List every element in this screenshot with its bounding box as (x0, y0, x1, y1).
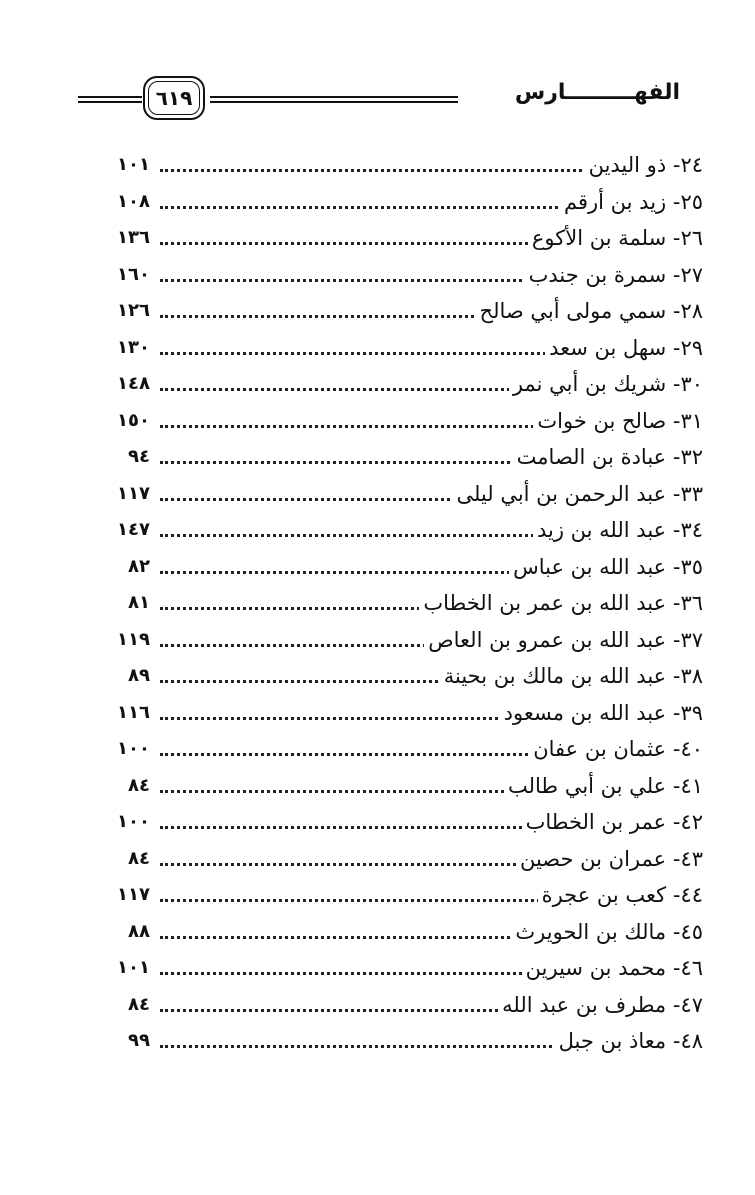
entry-page-number: ٨٤ (128, 993, 150, 1015)
index-entry (0, 438, 755, 475)
entry-page-number: ١٦٠ (117, 263, 150, 285)
index-entry (0, 876, 755, 913)
index-entry (0, 511, 755, 548)
entry-page-number: ٩٩ (128, 1030, 150, 1051)
entry-page-number: ٩٤ (128, 446, 150, 467)
entry-page-number: ٨٤ (128, 774, 150, 796)
index-entry (0, 183, 755, 220)
entry-page-number: ١٣٠ (117, 336, 150, 358)
entry-name: ٣٠- شريك بن أبي نمر (509, 371, 703, 397)
entry-page-number: ٨١ (128, 592, 150, 613)
entry-name: ٤٠- عثمان بن عفان (529, 736, 703, 762)
running-title: الفهـــــــــارس (514, 80, 680, 105)
index-entry (0, 767, 755, 804)
entry-name: ٤٧- مطرف بن عبد الله (498, 992, 703, 1018)
index-entry (0, 730, 755, 767)
entry-page-number: ١٤٨ (117, 373, 150, 394)
entry-page-number: ١٢٦ (117, 300, 150, 321)
index-entry (0, 329, 755, 366)
index-entry (0, 365, 755, 402)
entry-name: ٤٥- مالك بن الحويرث (511, 919, 703, 945)
entry-name: ٣٣- عبد الرحمن بن أبي ليلى (452, 481, 703, 507)
entry-name: ٤٨- معاذ بن جبل (555, 1028, 703, 1054)
entry-page-number: ١٠١ (117, 154, 150, 175)
index-entry (0, 694, 755, 731)
index-entry (0, 146, 755, 183)
page-number-badge (143, 76, 205, 120)
entry-page-number: ١٠٨ (117, 190, 150, 212)
index-entry (0, 986, 755, 1023)
entry-name: ٣٩- عبد الله بن مسعود (500, 700, 703, 726)
entry-name: ٣٥- عبد الله بن عباس (509, 554, 703, 580)
page-number: ٦١٩ (148, 81, 200, 115)
index-entry (0, 402, 755, 439)
index-entry (0, 219, 755, 256)
entry-name: ٣٤- عبد الله بن زيد (533, 517, 703, 543)
index-entry (0, 292, 755, 329)
entry-name: ٤٦- محمد بن سيرين (522, 955, 703, 981)
entry-name: ٢٤- ذو اليدين (585, 152, 703, 178)
entry-name: ٢٩- سهل بن سعد (545, 335, 703, 361)
header-rule-right (210, 96, 458, 103)
entry-page-number: ١٠٠ (117, 738, 150, 759)
entry-page-number: ١١٧ (117, 884, 150, 905)
entry-name: ٤١- علي بن أبي طالب (504, 773, 703, 799)
entry-page-number: ١٠٠ (117, 811, 150, 832)
index-entry (0, 913, 755, 950)
index-entry (0, 803, 755, 840)
index-entry (0, 256, 755, 293)
entry-page-number: ١٣٦ (117, 227, 150, 248)
entry-name: ٤٢- عمر بن الخطاب (522, 809, 703, 835)
index-entry (0, 1022, 755, 1059)
entry-name: ٤٣- عمران بن حصين (516, 846, 703, 872)
index-entry (0, 584, 755, 621)
index-entry (0, 657, 755, 694)
entry-page-number: ٨٩ (128, 665, 150, 686)
page-header (0, 70, 755, 130)
entry-name: ٢٦- سلمة بن الأكوع (528, 225, 703, 251)
entry-page-number: ١٠١ (117, 957, 150, 978)
entry-name: ٤٤- كعب بن عجرة (538, 882, 703, 908)
entry-name: ٣٨- عبد الله بن مالك بن بحينة (440, 663, 703, 689)
index-entry (0, 840, 755, 877)
index-list (0, 146, 755, 1059)
entry-page-number: ٨٤ (128, 847, 150, 869)
entry-name: ٣٦- عبد الله بن عمر بن الخطاب (419, 590, 703, 616)
entry-page-number: ٨٢ (128, 555, 150, 577)
entry-page-number: ١٥٠ (117, 409, 150, 431)
index-entry (0, 621, 755, 658)
entry-name: ٢٨- سمي مولى أبي صالح (476, 298, 703, 324)
index-entry (0, 548, 755, 585)
entry-name: ٢٥- زيد بن أرقم (560, 189, 703, 215)
entry-name: ٣٢- عبادة بن الصامت (513, 444, 703, 470)
index-entry (0, 475, 755, 512)
entry-page-number: ١١٦ (117, 701, 150, 723)
entry-page-number: ١١٩ (117, 628, 150, 650)
entry-page-number: ٨٨ (128, 920, 150, 942)
entry-page-number: ١٤٧ (117, 519, 150, 540)
entry-name: ٢٧- سمرة بن جندب (525, 262, 703, 288)
header-rule-left (78, 96, 142, 103)
entry-name: ٣١- صالح بن خوات (533, 408, 703, 434)
index-entry (0, 949, 755, 986)
entry-name: ٣٧- عبد الله بن عمرو بن العاص (424, 627, 703, 653)
entry-page-number: ١١٧ (117, 482, 150, 504)
